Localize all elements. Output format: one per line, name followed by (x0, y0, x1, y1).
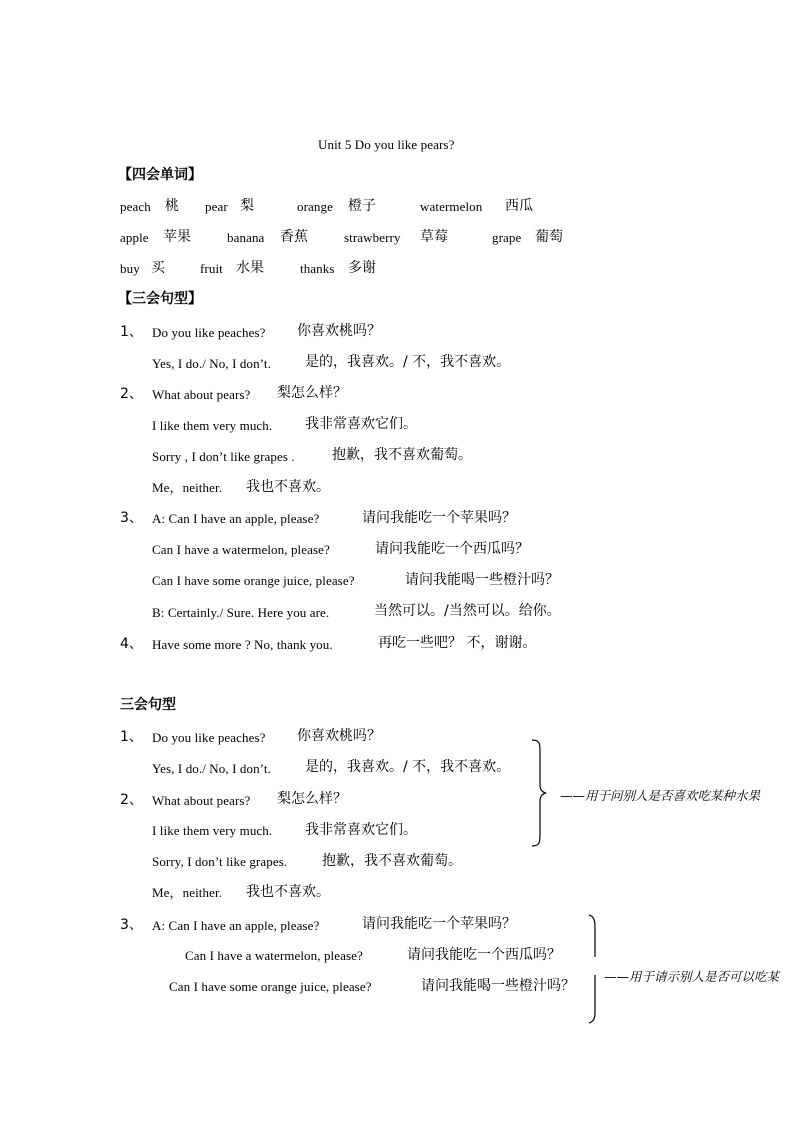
vocab-zh: 香蕉 (280, 229, 308, 245)
sentence-en: Can I have some orange juice, please? (152, 573, 355, 588)
sentence-heading-2: 三会句型 (120, 697, 176, 713)
sentence-zh: 再吃一些吧？ 不，谢谢。 (378, 635, 537, 651)
brace-icon (587, 913, 603, 1025)
annotation-note-1: ——用于问别人是否喜欢吃某种水果 (560, 788, 761, 803)
sentence-en: Do you like peaches? (152, 730, 266, 745)
sentence-zh: 请问我能吃一个苹果吗？ (362, 916, 516, 932)
sentence-en: What about pears? (152, 793, 251, 808)
sentence-en: Yes, I do./ No, I don’t. (152, 761, 271, 776)
vocab-en: fruit (200, 261, 223, 276)
item-number: 1、 (120, 324, 143, 340)
vocab-en: watermelon (420, 199, 483, 214)
sentence-zh: 请问我能吃一个西瓜吗？ (407, 947, 561, 963)
sentence-zh: 请问我能吃一个苹果吗？ (362, 510, 516, 526)
sentence-zh: 我也不喜欢。 (246, 479, 330, 495)
sentence-zh: 我非常喜欢它们。 (305, 822, 417, 838)
sentence-en: Do you like peaches? (152, 325, 266, 340)
vocab-zh: 葡萄 (535, 229, 563, 245)
item-number: 1、 (120, 729, 143, 745)
sentence-zh: 你喜欢桃吗？ (297, 323, 381, 339)
vocab-zh: 多谢 (348, 260, 376, 276)
vocab-en: pear (205, 199, 228, 214)
item-number: 2、 (120, 792, 143, 808)
sentence-en: What about pears? (152, 387, 251, 402)
vocab-heading: 【四会单词】 (118, 167, 202, 183)
vocab-zh: 橙子 (348, 198, 376, 214)
sentence-en: B: Certainly./ Sure. Here you are. (152, 605, 330, 620)
sentence-en: Sorry, I don’t like grapes. (152, 854, 288, 869)
sentence-zh: 是的，我喜欢。/ 不，我不喜欢。 (305, 759, 511, 775)
vocab-en: buy (120, 261, 140, 276)
sentence-zh: 抱歉，我不喜欢葡萄。 (322, 853, 462, 869)
sentence-en: A: Can I have an apple, please? (152, 511, 320, 526)
vocab-en: thanks (300, 261, 335, 276)
sentence-zh: 你喜欢桃吗？ (297, 728, 381, 744)
sentence-en: Me，neither. (152, 480, 223, 495)
sentence-en: Have some more ? No, thank you. (152, 637, 333, 652)
vocab-zh: 梨 (240, 198, 254, 214)
item-number: 3、 (120, 510, 143, 526)
sentence-en: I like them very much. (152, 823, 273, 838)
item-number: 2、 (120, 386, 143, 402)
vocab-zh: 草莓 (420, 229, 448, 245)
sentence-en: Can I have a watermelon, please? (185, 948, 363, 963)
vocab-en: grape (492, 230, 522, 245)
sentence-en: I like them very much. (152, 418, 273, 433)
vocab-en: banana (227, 230, 265, 245)
page-title: Unit 5 Do you like pears? (318, 137, 455, 152)
sentence-en: Sorry , I don’t like grapes . (152, 449, 295, 464)
sentence-en: A: Can I have an apple, please? (152, 918, 320, 933)
sentence-zh: 请问我能喝一些橙汁吗？ (421, 978, 575, 994)
vocab-en: strawberry (344, 230, 401, 245)
vocab-en: orange (297, 199, 333, 214)
sentence-en: Me，neither. (152, 885, 223, 900)
sentence-en: Can I have some orange juice, please? (169, 979, 372, 994)
vocab-zh: 西瓜 (505, 198, 533, 214)
item-number: 4、 (120, 636, 143, 652)
vocab-zh: 买 (151, 260, 165, 276)
vocab-zh: 桃 (165, 198, 179, 214)
item-number: 3、 (120, 917, 143, 933)
sentence-zh: 我非常喜欢它们。 (305, 416, 417, 432)
sentence-zh: 请问我能喝一些橙汁吗？ (405, 572, 559, 588)
sentence-en: Yes, I do./ No, I don’t. (152, 356, 271, 371)
sentence-zh: 我也不喜欢。 (246, 884, 330, 900)
vocab-zh: 苹果 (163, 229, 191, 245)
sentence-heading-1: 【三会句型】 (118, 291, 202, 307)
vocab-en: apple (120, 230, 149, 245)
sentence-en: Can I have a watermelon, please? (152, 542, 330, 557)
annotation-note-2: ——用于请示别人是否可以吃某 (604, 969, 780, 984)
sentence-zh: 是的，我喜欢。/ 不，我不喜欢。 (305, 354, 511, 370)
sentence-zh: 梨怎么样？ (277, 385, 347, 401)
sentence-zh: 当然可以。/当然可以。给你。 (374, 603, 561, 619)
vocab-zh: 水果 (236, 260, 264, 276)
brace-icon (530, 738, 550, 848)
sentence-zh: 请问我能吃一个西瓜吗？ (375, 541, 529, 557)
sentence-zh: 抱歉，我不喜欢葡萄。 (332, 447, 472, 463)
sentence-zh: 梨怎么样？ (277, 791, 347, 807)
vocab-en: peach (120, 199, 151, 214)
